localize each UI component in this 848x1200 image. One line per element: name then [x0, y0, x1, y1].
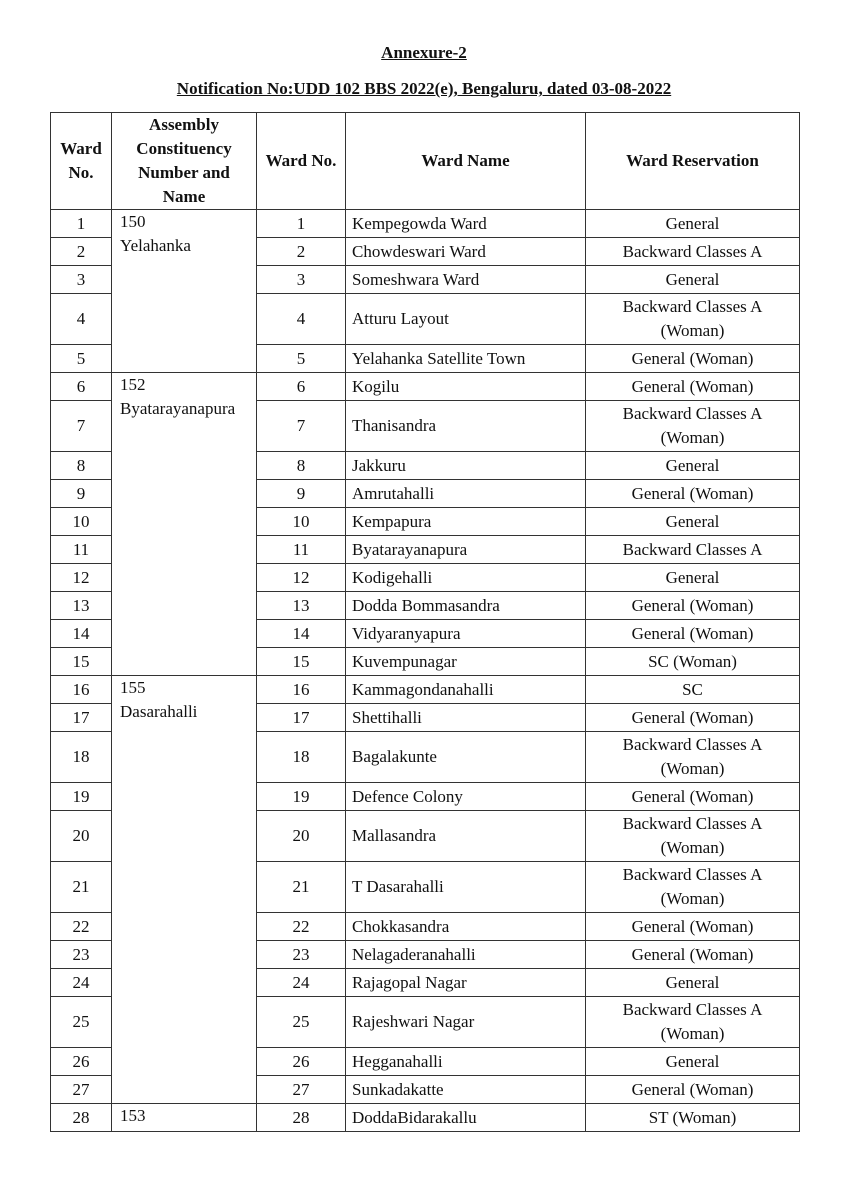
ward-reservation-cell: Backward Classes A (Woman)	[586, 294, 800, 345]
ward-number-cell: 11	[257, 536, 346, 564]
ward-number-cell: 2	[257, 238, 346, 266]
constituency-name: Byatarayanapura	[120, 399, 236, 418]
ward-reservation-table	[50, 112, 800, 1132]
serial-number-cell: 6	[51, 373, 112, 401]
ward-number-cell: 8	[257, 452, 346, 480]
serial-number-cell: 15	[51, 648, 112, 676]
serial-number-cell: 7	[51, 401, 112, 452]
ward-number-cell: 12	[257, 564, 346, 592]
ward-name-cell: Byatarayanapura	[346, 536, 586, 564]
serial-number-cell: 1	[51, 210, 112, 238]
ward-name-cell: Kempapura	[346, 508, 586, 536]
serial-number-cell: 3	[51, 266, 112, 294]
ward-reservation-cell: SC	[586, 676, 800, 704]
serial-number-cell: 23	[51, 941, 112, 969]
serial-number-cell: 27	[51, 1076, 112, 1104]
ward-number-cell: 21	[257, 862, 346, 913]
serial-number-cell: 9	[51, 480, 112, 508]
ward-number-cell: 27	[257, 1076, 346, 1104]
ward-number-cell: 14	[257, 620, 346, 648]
ward-number-cell: 19	[257, 783, 346, 811]
serial-number-cell: 28	[51, 1104, 112, 1132]
ward-reservation-cell: Backward Classes A (Woman)	[586, 862, 800, 913]
ward-name-cell: Rajeshwari Nagar	[346, 997, 586, 1048]
ward-name-cell: Sunkadakatte	[346, 1076, 586, 1104]
ward-reservation-cell: General	[586, 969, 800, 997]
ward-reservation-cell: Backward Classes A (Woman)	[586, 732, 800, 783]
header-ward-no: Ward No.	[51, 113, 112, 210]
serial-number-cell: 20	[51, 811, 112, 862]
ward-name-cell: Chowdeswari Ward	[346, 238, 586, 266]
serial-number-cell: 24	[51, 969, 112, 997]
ward-number-cell: 10	[257, 508, 346, 536]
ward-reservation-cell: General (Woman)	[586, 480, 800, 508]
ward-name-cell: Hegganahalli	[346, 1048, 586, 1076]
ward-number-cell: 28	[257, 1104, 346, 1132]
serial-number-cell: 26	[51, 1048, 112, 1076]
ward-reservation-cell: Backward Classes A (Woman)	[586, 811, 800, 862]
ward-number-cell: 26	[257, 1048, 346, 1076]
ward-reservation-cell: ST (Woman)	[586, 1104, 800, 1132]
ward-number-cell: 13	[257, 592, 346, 620]
ward-name-cell: Thanisandra	[346, 401, 586, 452]
serial-number-cell: 22	[51, 913, 112, 941]
ward-reservation-cell: General	[586, 1048, 800, 1076]
ward-reservation-cell: General (Woman)	[586, 941, 800, 969]
ward-name-cell: Kempegowda Ward	[346, 210, 586, 238]
constituency-name: Yelahanka	[120, 236, 191, 255]
ward-reservation-cell: General	[586, 210, 800, 238]
serial-number-cell: 4	[51, 294, 112, 345]
serial-number-cell: 2	[51, 238, 112, 266]
constituency-name: Dasarahalli	[120, 702, 198, 721]
ward-name-cell: Kammagondanahalli	[346, 676, 586, 704]
ward-reservation-cell: Backward Classes A	[586, 536, 800, 564]
table-row	[51, 676, 800, 704]
ward-name-cell: Mallasandra	[346, 811, 586, 862]
serial-number-cell: 18	[51, 732, 112, 783]
ward-number-cell: 17	[257, 704, 346, 732]
ward-number-cell: 16	[257, 676, 346, 704]
serial-number-cell: 21	[51, 862, 112, 913]
serial-number-cell: 12	[51, 564, 112, 592]
ward-name-cell: Vidyaranyapura	[346, 620, 586, 648]
ward-name-cell: Shettihalli	[346, 704, 586, 732]
table-row	[51, 373, 800, 401]
ward-reservation-cell: Backward Classes A (Woman)	[586, 997, 800, 1048]
ward-reservation-cell: SC (Woman)	[586, 648, 800, 676]
serial-number-cell: 17	[51, 704, 112, 732]
table-row	[51, 1104, 800, 1132]
ward-name-cell: Someshwara Ward	[346, 266, 586, 294]
ward-number-cell: 22	[257, 913, 346, 941]
document-title: Annexure-2	[381, 43, 467, 62]
ward-name-cell: Kuvempunagar	[346, 648, 586, 676]
ward-name-cell: Rajagopal Nagar	[346, 969, 586, 997]
ward-reservation-cell: General (Woman)	[586, 373, 800, 401]
ward-number-cell: 23	[257, 941, 346, 969]
serial-number-cell: 14	[51, 620, 112, 648]
ward-name-cell: Kodigehalli	[346, 564, 586, 592]
ward-name-cell: Nelagaderanahalli	[346, 941, 586, 969]
table-header-row	[51, 113, 800, 210]
ward-number-cell: 6	[257, 373, 346, 401]
ward-reservation-cell: General (Woman)	[586, 345, 800, 373]
ward-reservation-cell: General (Woman)	[586, 704, 800, 732]
ward-number-cell: 1	[257, 210, 346, 238]
ward-number-cell: 9	[257, 480, 346, 508]
serial-number-cell: 19	[51, 783, 112, 811]
ward-number-cell: 7	[257, 401, 346, 452]
ward-name-cell: Chokkasandra	[346, 913, 586, 941]
ward-number-cell: 20	[257, 811, 346, 862]
ward-number-cell: 25	[257, 997, 346, 1048]
ward-number-cell: 24	[257, 969, 346, 997]
ward-reservation-cell: General	[586, 564, 800, 592]
ward-reservation-cell: General (Woman)	[586, 592, 800, 620]
header-assembly-constituency: Assembly Constituency Number and Name	[112, 113, 257, 210]
ward-number-cell: 18	[257, 732, 346, 783]
ward-reservation-cell: General	[586, 452, 800, 480]
serial-number-cell: 5	[51, 345, 112, 373]
ward-name-cell: T Dasarahalli	[346, 862, 586, 913]
ward-name-cell: DoddaBidarakallu	[346, 1104, 586, 1132]
ward-reservation-cell: General (Woman)	[586, 913, 800, 941]
serial-number-cell: 25	[51, 997, 112, 1048]
serial-number-cell: 16	[51, 676, 112, 704]
header-ward-no-2: Ward No.	[257, 113, 346, 210]
ward-reservation-cell: Backward Classes A (Woman)	[586, 401, 800, 452]
table-body	[51, 210, 800, 1132]
ward-name-cell: Amrutahalli	[346, 480, 586, 508]
table-row	[51, 210, 800, 238]
serial-number-cell: 13	[51, 592, 112, 620]
constituency-number: 155	[120, 678, 146, 697]
ward-reservation-cell: General (Woman)	[586, 1076, 800, 1104]
ward-name-cell: Bagalakunte	[346, 732, 586, 783]
ward-name-cell: Dodda Bommasandra	[346, 592, 586, 620]
serial-number-cell: 11	[51, 536, 112, 564]
ward-name-cell: Yelahanka Satellite Town	[346, 345, 586, 373]
serial-number-cell: 8	[51, 452, 112, 480]
ward-name-cell: Jakkuru	[346, 452, 586, 480]
assembly-constituency-cell	[112, 373, 257, 676]
ward-reservation-cell: General (Woman)	[586, 783, 800, 811]
assembly-constituency-cell	[112, 676, 257, 1104]
ward-number-cell: 3	[257, 266, 346, 294]
ward-reservation-cell: Backward Classes A	[586, 238, 800, 266]
header-ward-name: Ward Name	[346, 113, 586, 210]
constituency-number: 153	[120, 1106, 146, 1125]
serial-number-cell: 10	[51, 508, 112, 536]
constituency-number: 152	[120, 375, 146, 394]
assembly-constituency-cell	[112, 210, 257, 373]
ward-number-cell: 15	[257, 648, 346, 676]
ward-number-cell: 4	[257, 294, 346, 345]
ward-reservation-cell: General	[586, 266, 800, 294]
notification-subtitle: Notification No:UDD 102 BBS 2022(e), Bengaluru, dated 03-08-2022	[176, 79, 672, 98]
ward-number-cell: 5	[257, 345, 346, 373]
ward-name-cell: Kogilu	[346, 373, 586, 401]
assembly-constituency-cell	[112, 1104, 257, 1132]
ward-reservation-cell: General (Woman)	[586, 620, 800, 648]
ward-reservation-cell: General	[586, 508, 800, 536]
constituency-number: 150	[120, 212, 146, 231]
ward-name-cell: Atturu Layout	[346, 294, 586, 345]
header-ward-reservation: Ward Reservation	[586, 113, 800, 210]
ward-name-cell: Defence Colony	[346, 783, 586, 811]
